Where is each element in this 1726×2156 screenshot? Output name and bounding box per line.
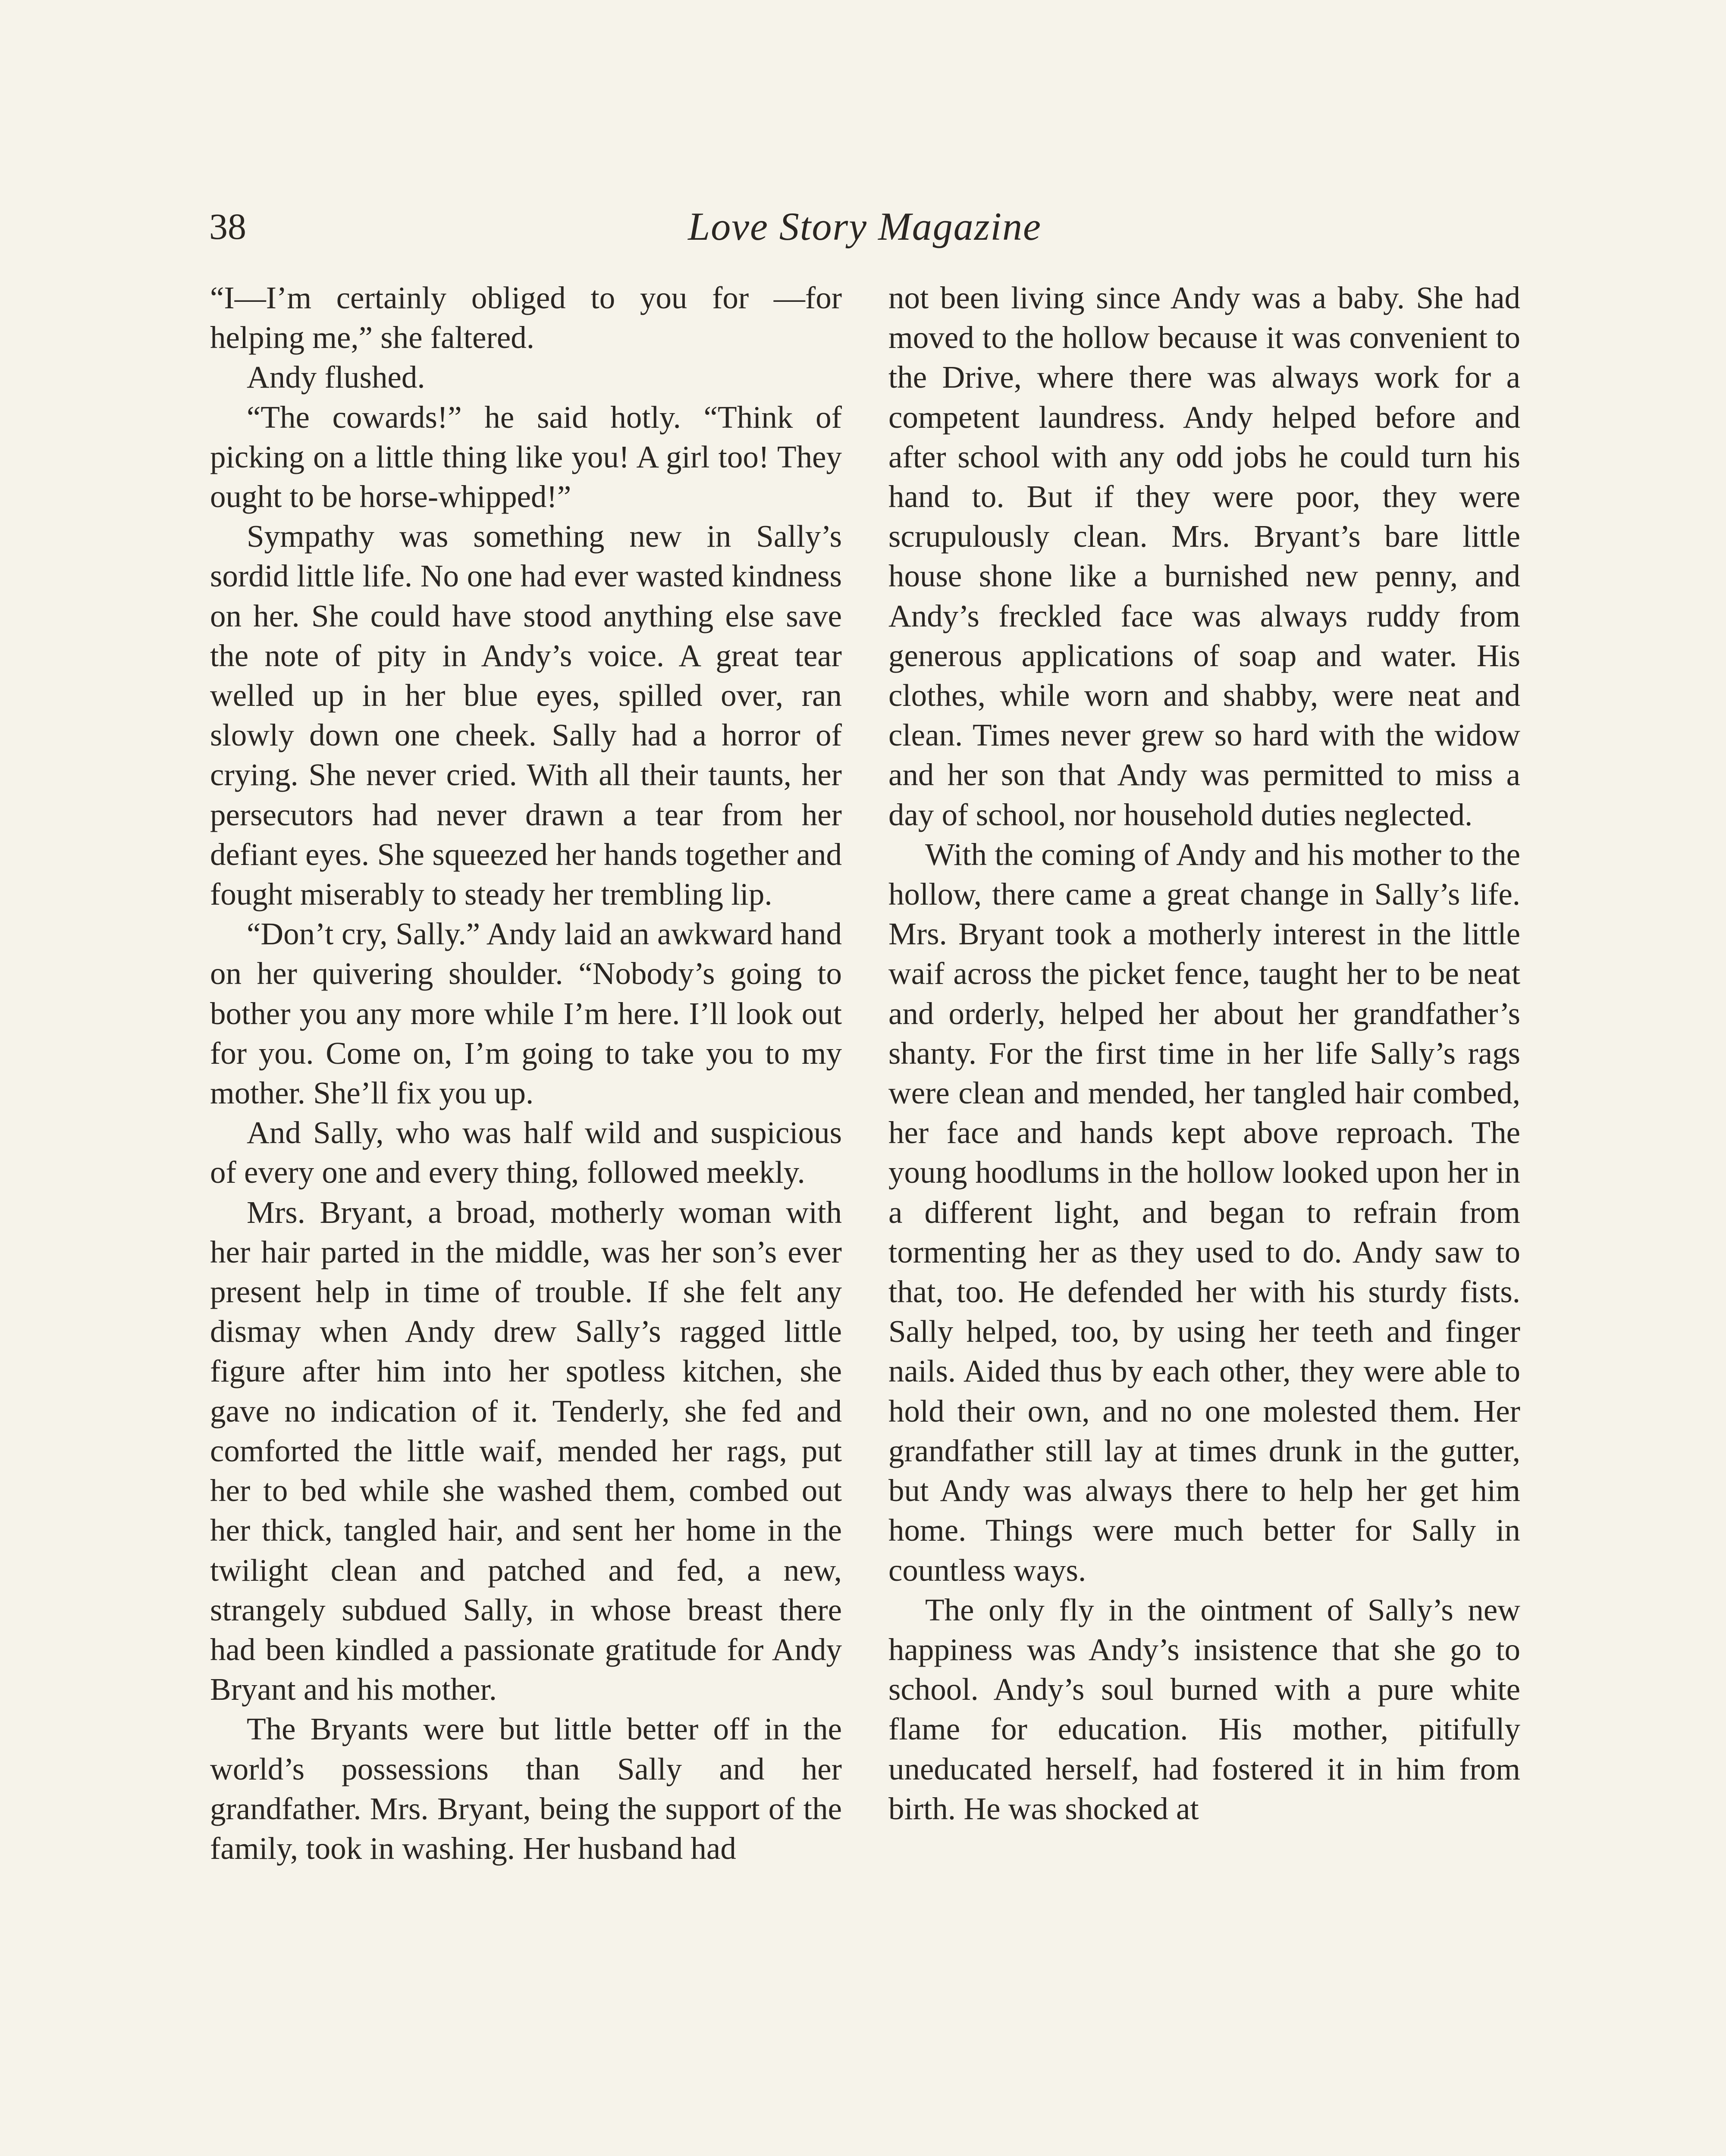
paragraph: “The cowards!” he said hotly. “Think of picking on a little thing like you! A girl too! They ought to be horse-whipped!” — [210, 399, 842, 514]
paragraph: “I—I’m certainly obliged to you for —for helping me,” she faltered. — [210, 280, 842, 355]
page-number: 38 — [209, 206, 246, 247]
paragraph: Mrs. Bryant, a broad, motherly woman with her hair parted in the middle, was her son’s ever present help in time of trouble. If she felt any dismay when Andy drew Sally’s ragged little figure after him into her spotless kitchen, she gave no indication of it. Tenderly, she fed and comforted the little waif, mended her rags, put her to bed while she washed them, combed out her thick, tangled hair, and sent her home in the twilight clean and patched and fed, a new, strangely subdued Sally, in whose breast there had been kindled a passionate gratitude for Andy Bryant and his mother. — [210, 1194, 842, 1707]
paragraph: Sympathy was something new in Sally’s sordid little life. No one had ever wasted kindness on her. She could have stood anything else save the note of pity in Andy’s voice. A great tear welled up in her blue eyes, spilled over, ran slowly down one cheek. Sally had a horror of crying. She never cried. With all their taunts, her persecutors had never drawn a tear from her defiant eyes. She squeezed her hands together and fought miserably to steady her trembling lip. — [210, 519, 842, 912]
paragraph: Andy flushed. — [247, 360, 425, 395]
magazine-title: Love Story Magazine — [688, 204, 1042, 248]
left-column — [210, 278, 842, 1868]
paragraph: “Don’t cry, Sally.” Andy laid an awkward hand on her quivering shoulder. “Nobody’s going to bother you any more while I’m here. I’ll look out for you. Come on, I’m going to take you to my mother. She’ll fix you up. — [210, 916, 842, 1111]
page-header — [209, 203, 1520, 250]
paragraph: And Sally, who was half wild and suspicious of every one and every thing, followed meekly. — [210, 1115, 842, 1190]
paragraph: With the coming of Andy and his mother to the hollow, there came a great change in Sally’s life. Mrs. Bryant took a motherly interest in the little waif across the picket fence, taught her to be neat and orderly, helped her about her grandfather’s shanty. For the first time in her life Sally’s rags were clean and mended, her tangled hair combed, her face and hands kept above reproach. The young hoodlums in the hollow looked upon her in a different light, and began to refrain from tormenting her as they used to do. Andy saw to that, too. He defended her with his sturdy fists. Sally helped, too, by using her teeth and finger nails. Aided thus by each other, they were able to hold their own, and no one molested them. Her grandfather still lay at times drunk in the gutter, but Andy was always there to help her get him home. Things were much better for Sally in countless ways. — [888, 837, 1520, 1588]
paragraph: not been living since Andy was a baby. She had moved to the hollow because it was convenient to the Drive, where there was always work for a competent laundress. Andy helped before and after school with any odd jobs he could turn his hand to. But if they were poor, they were scrupulously clean. Mrs. Bryant’s bare little house shone like a burnished new penny, and Andy’s freckled face was always ruddy from generous applications of soap and water. His clothes, while worn and shabby, were neat and clean. Times never grew so hard with the widow and her son that Andy was permitted to miss a day of school, nor household duties neglected. — [888, 280, 1520, 832]
right-column — [888, 278, 1520, 1829]
paragraph: The Bryants were but little better off in the world’s possessions than Sally and her grandfather. Mrs. Bryant, being the support of the family, took in washing. Her husband had — [210, 1711, 842, 1866]
paragraph: The only fly in the ointment of Sally’s new happiness was Andy’s insistence that she go to school. Andy’s soul burned with a pure white flame for education. His mother, pitifully uneducated herself, had fostered it in him from birth. He was shocked at — [888, 1592, 1520, 1826]
